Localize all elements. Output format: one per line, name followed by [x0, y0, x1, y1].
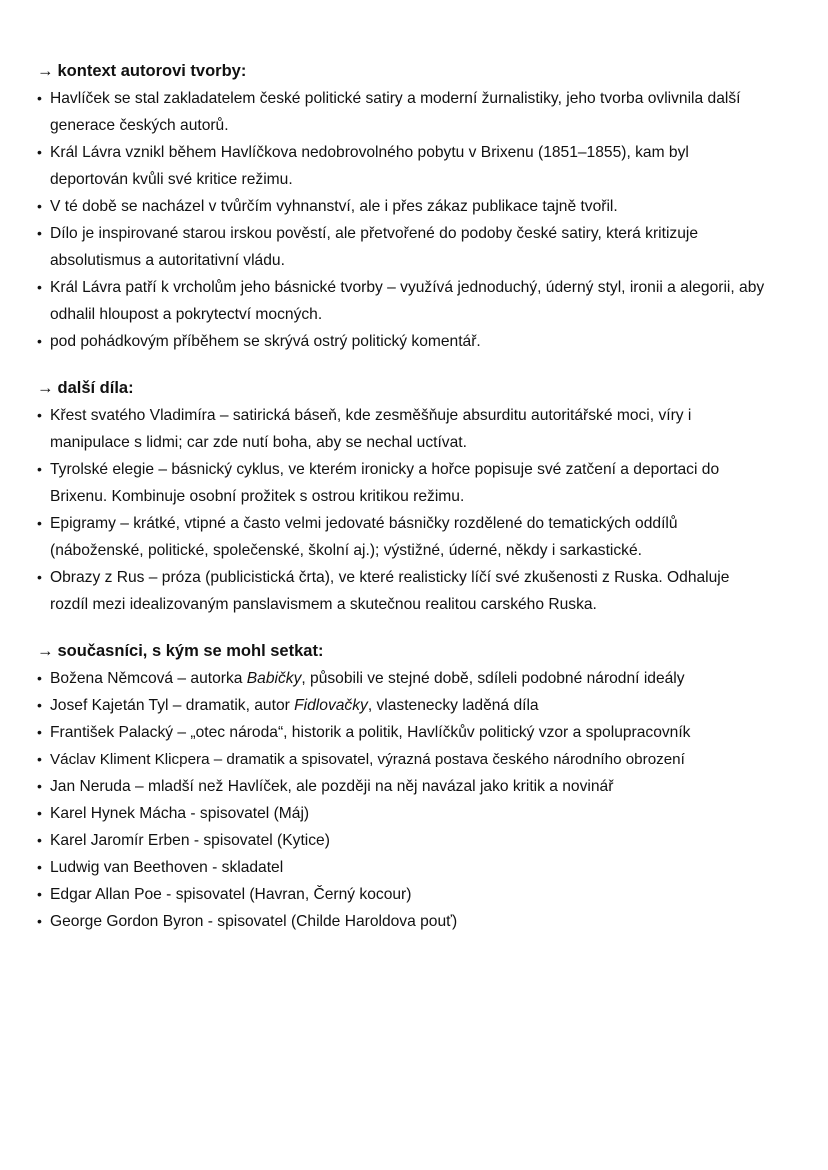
section-heading	[37, 375, 817, 402]
item-text: Josef Kajetán Tyl – dramatik, autor	[50, 697, 295, 714]
item-text: Karel Jaromír Erben - spisovatel (Kytice)	[50, 832, 330, 849]
list-item	[37, 908, 817, 935]
list-item: • Havlíček se stal zakladatelem české politické satiry a moderní žurnalistiky, jeho tvorba ovlivnila další generace českých autorů.	[37, 85, 770, 139]
section-context	[37, 58, 817, 355]
list-item: • Král Lávra patří k vrcholům jeho básnické tvorby – využívá jednoduchý, úderný styl, ironii a alegorii, aby odhalil hloupost a pokrytectví mocných.	[37, 274, 770, 328]
item-text: Karel Hynek Mácha - spisovatel (Máj)	[50, 805, 310, 822]
document-page	[37, 58, 817, 955]
item-text: , působili ve stejné době, sdíleli podobné národní ideály	[301, 670, 685, 687]
list-item	[37, 665, 817, 692]
list-item: • V té době se nacházel v tvůrčím vyhnanství, ale i přes zákaz publikace tajně tvořil.	[37, 193, 770, 220]
item-text: Edgar Allan Poe - spisovatel (Havran, Černý kocour)	[50, 886, 412, 903]
section-heading	[37, 638, 817, 665]
item-text: Božena Němcová – autorka	[50, 670, 247, 687]
arrow-right-icon: →	[37, 62, 54, 80]
list-item	[37, 746, 817, 773]
list-item	[37, 773, 817, 800]
list-item	[37, 800, 817, 827]
bullet-list	[37, 85, 817, 355]
item-text: , vlastenecky laděná díla	[367, 697, 539, 714]
item-text: George Gordon Byron - spisovatel (Childe Haroldova pouť)	[50, 913, 458, 930]
item-text: Václav Kliment Klicpera – dramatik a spisovatel, výrazná postava českého národního obrození	[50, 751, 685, 768]
item-text: František Palacký – „otec národa“, historik a politik, Havlíčkův politický vzor a spolupracovník	[50, 724, 691, 741]
section-title: kontext autorovi tvorby:	[57, 62, 247, 80]
item-italic-title: Babičky	[246, 670, 302, 687]
arrow-right-icon: →	[37, 379, 54, 397]
list-item	[37, 827, 817, 854]
section-title: současníci, s kým se mohl setkat:	[57, 642, 324, 660]
list-item: • Křest svatého Vladimíra – satirická báseň, kde zesměšňuje absurditu autoritářské moci, víry i manipulace s lidmi; car zde nutí boha, aby se nechal uctívat.	[37, 402, 750, 456]
section-heading	[37, 58, 817, 85]
section-title: další díla:	[57, 379, 134, 397]
list-item	[37, 719, 817, 746]
list-item	[37, 854, 817, 881]
section-contemporaries	[37, 638, 817, 935]
list-item: • pod pohádkovým příběhem se skrývá ostrý politický komentář.	[37, 328, 770, 355]
list-item: • Dílo je inspirované starou irskou pověstí, ale přetvořené do podoby české satiry, která kritizuje absolutismus a autoritativní vládu.	[37, 220, 740, 274]
list-item: • Obrazy z Rus – próza (publicistická črta), ve které realisticky líčí své zkušenosti z Ruska. Odhaluje rozdíl mezi idealizovaným panslavismem a skutečnou realitou carského Ruska.	[37, 564, 770, 618]
item-text: Ludwig van Beethoven - skladatel	[50, 859, 284, 876]
list-item: • Tyrolské elegie – básnický cyklus, ve kterém ironicky a hořce popisuje své zatčení a deportaci do Brixenu. Kombinuje osobní prožitek s ostrou kritikou režimu.	[37, 456, 720, 510]
list-item: • Král Lávra vznikl během Havlíčkova nedobrovolného pobytu v Brixenu (1851–1855), kam byl deportován kvůli své kritice režimu.	[37, 139, 770, 193]
bullet-list	[37, 665, 817, 935]
list-item: • Epigramy – krátké, vtipné a často velmi jedovaté básničky rozdělené do tematických oddílů (náboženské, politické, společenské, školní aj.); výstižné, úderné, někdy i sarkastické.	[37, 510, 770, 564]
list-item	[37, 881, 817, 908]
list-item	[37, 692, 817, 719]
section-other-works	[37, 375, 817, 618]
bullet-list	[37, 402, 817, 618]
arrow-right-icon: →	[37, 642, 54, 660]
item-text: Jan Neruda – mladší než Havlíček, ale později na něj navázal jako kritik a novinář	[50, 778, 614, 795]
item-italic-title: Fidlovačky	[294, 697, 368, 714]
